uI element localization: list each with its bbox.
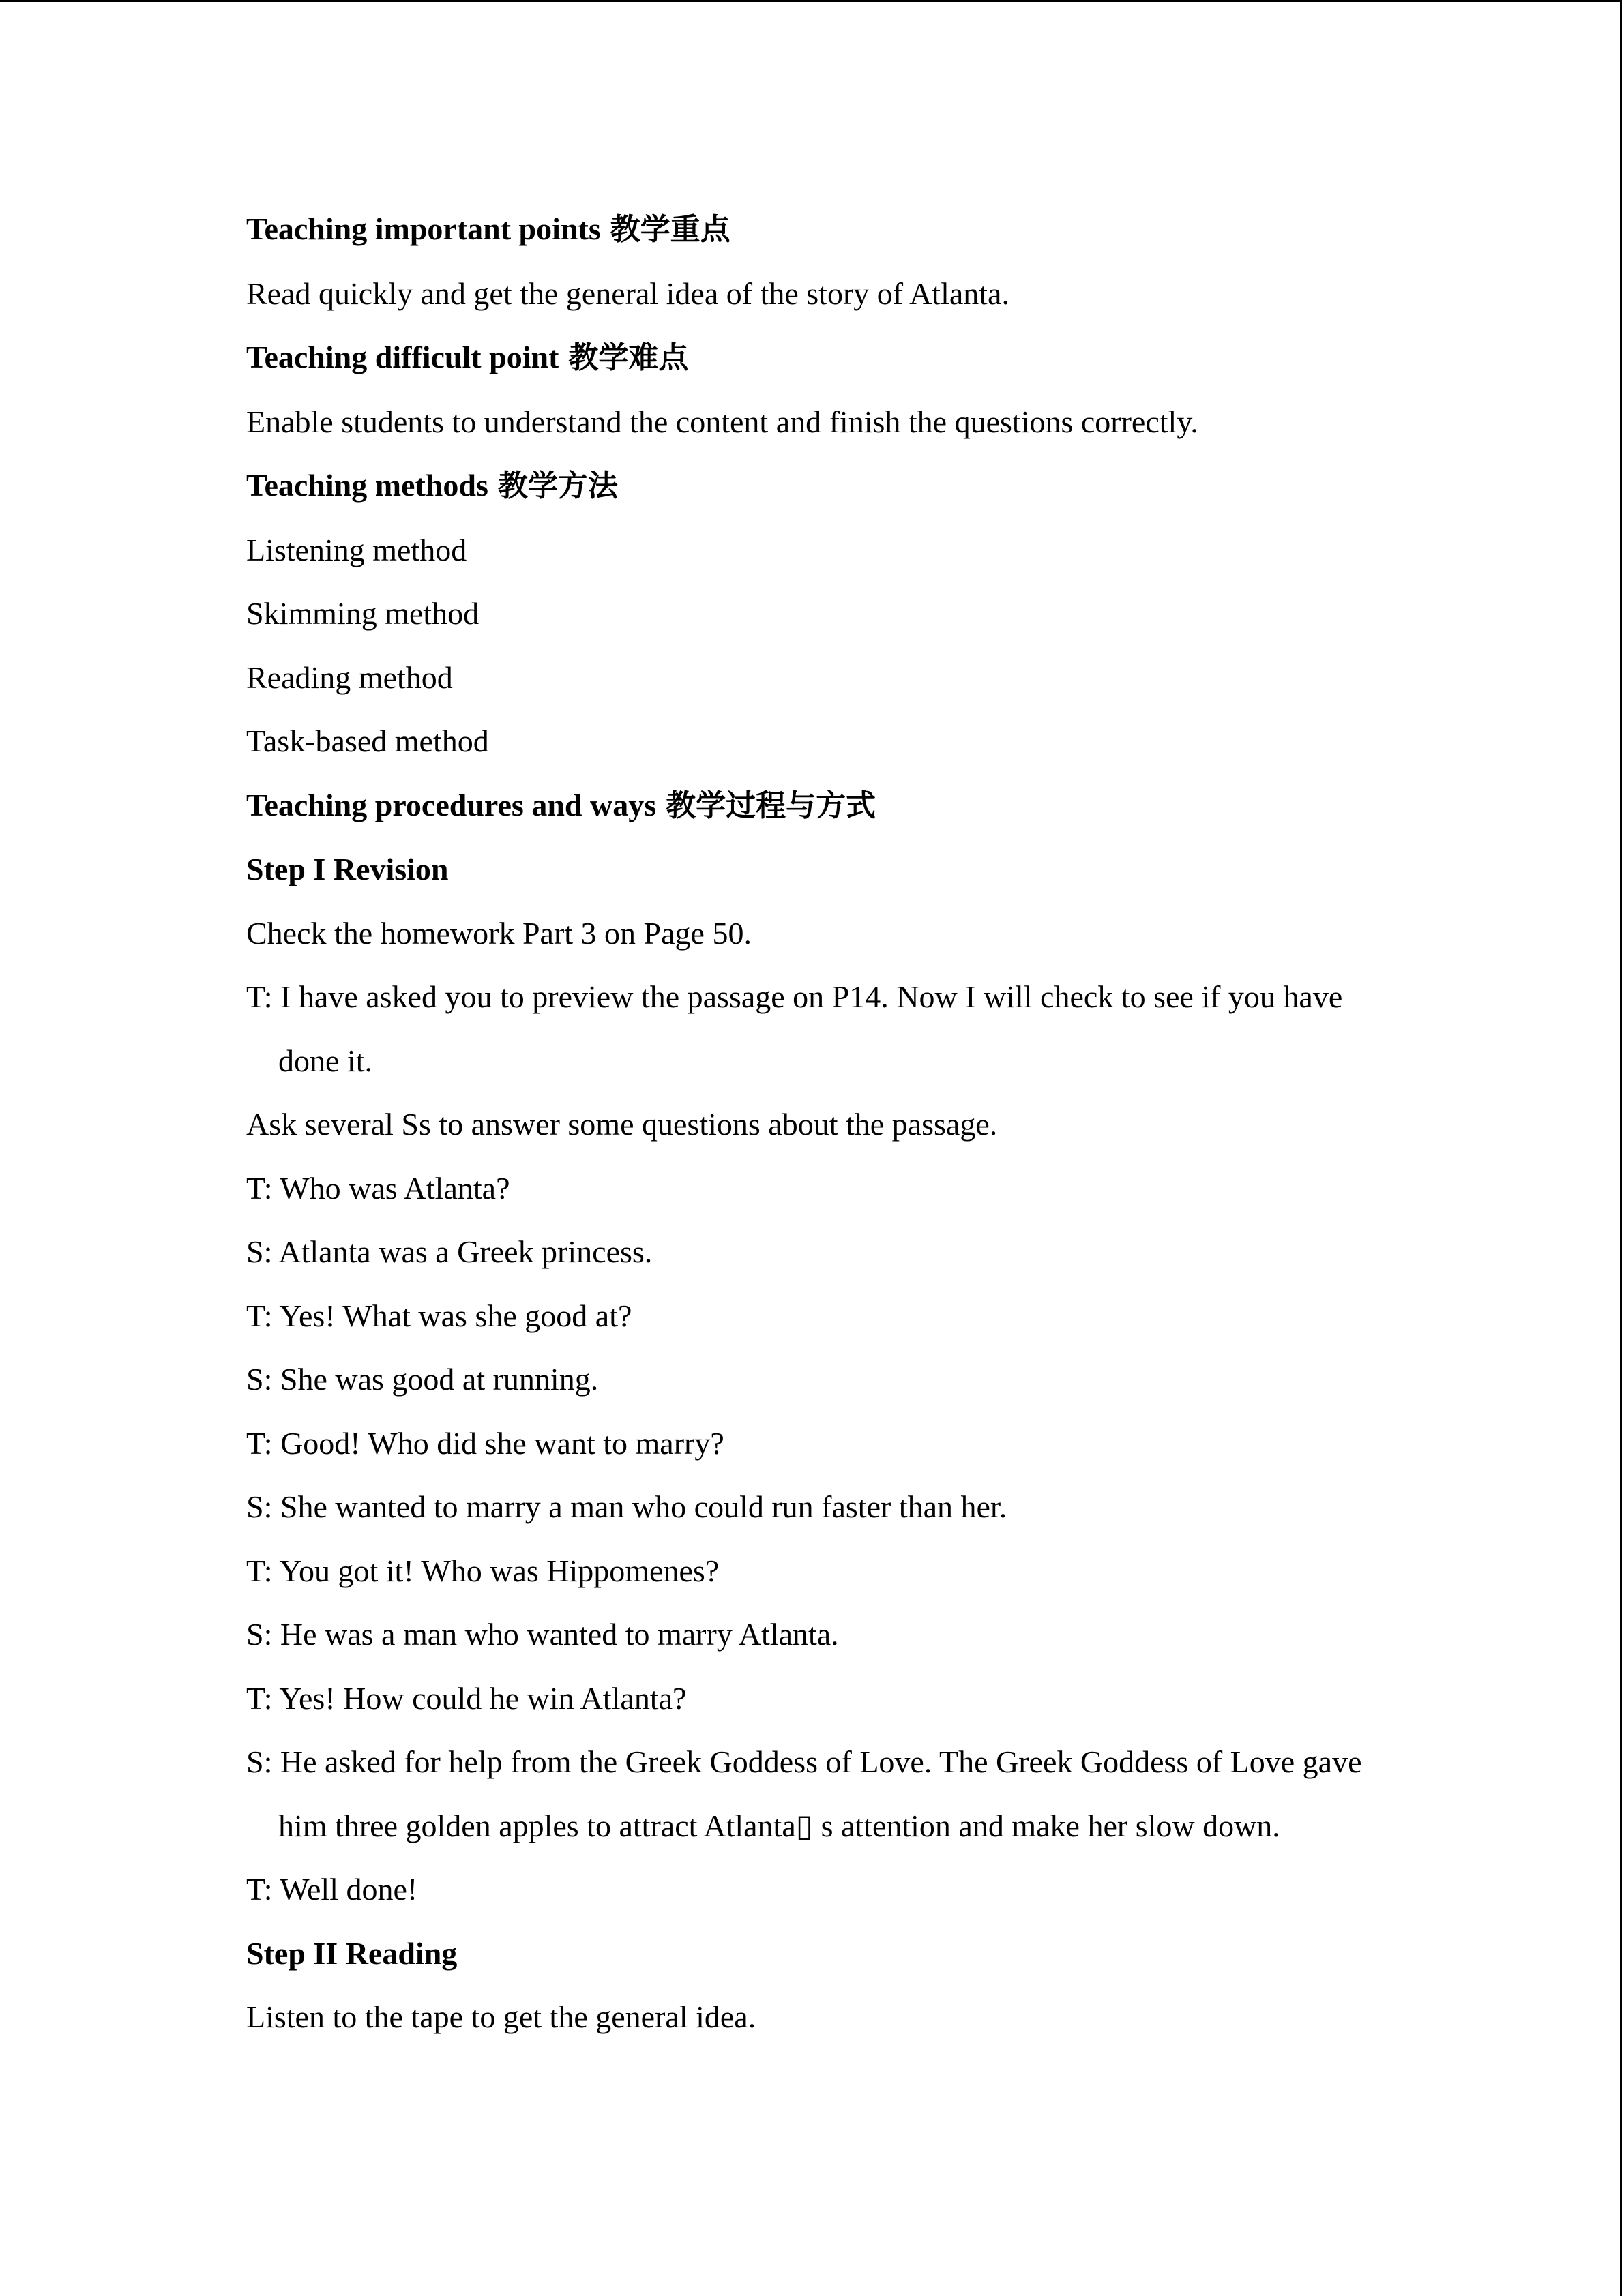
paragraph: Ask several Ss to answer some questions about the passage. <box>246 1107 998 1142</box>
heading-teaching-difficult-point <box>246 325 1378 390</box>
dialogue-line: S: He asked for help from the Greek Goddess of Love. The Greek Goddess of Love gave him three golden apples to attract Atlanta▯ s attention and make her slow down. <box>246 1744 1362 1843</box>
heading-chinese-text: 教学重点 <box>610 212 730 247</box>
heading-chinese-text: 教学过程与方式 <box>666 788 876 823</box>
heading-teaching-methods <box>246 453 1378 518</box>
dialogue-line: T: Well done! <box>246 1872 418 1907</box>
dialogue-line: T: Yes! How could he win Atlanta? <box>246 1680 687 1716</box>
dialogue-line: S: He was a man who wanted to marry Atlanta. <box>246 1617 839 1652</box>
method-item: Skimming method <box>246 596 479 631</box>
dialogue-line: T: Yes! What was she good at? <box>246 1298 632 1333</box>
method-item: Task-based method <box>246 724 489 758</box>
heading-text: Teaching difficult point <box>246 340 559 374</box>
paragraph: Listen to the tape to get the general idea. <box>246 1999 756 2034</box>
dialogue-line: T: I have asked you to preview the passage on P14. Now I will check to see if you have done it. <box>246 979 1343 1078</box>
paragraph: Check the homework Part 3 on Page 50. <box>246 915 752 951</box>
heading-step-revision: Step I Revision <box>246 852 449 886</box>
dialogue-line: S: She wanted to marry a man who could run faster than her. <box>246 1489 1007 1524</box>
heading-teaching-important-points <box>246 197 1378 262</box>
heading-chinese-text: 教学方法 <box>497 468 618 503</box>
dialogue-line: T: You got it! Who was Hippomenes? <box>246 1553 720 1588</box>
dialogue-line: T: Who was Atlanta? <box>246 1170 510 1206</box>
heading-text: Teaching procedures and ways <box>246 787 657 822</box>
heading-teaching-procedures <box>246 773 1378 838</box>
heading-text: Teaching important points <box>246 211 601 246</box>
dialogue-line: S: She was good at running. <box>246 1362 599 1397</box>
method-item: Listening method <box>246 532 467 567</box>
paragraph: Enable students to understand the content and finish the questions correctly. <box>246 404 1198 439</box>
heading-step-reading: Step II Reading <box>246 1935 458 1971</box>
heading-chinese-text: 教学难点 <box>568 340 689 375</box>
heading-text: Teaching methods <box>246 468 488 503</box>
dialogue-line: T: Good! Who did she want to marry? <box>246 1425 724 1461</box>
method-item: Reading method <box>246 659 453 695</box>
document-body <box>246 197 1378 2049</box>
dialogue-line: S: Atlanta was a Greek princess. <box>246 1234 653 1269</box>
paragraph: Read quickly and get the general idea of the story of Atlanta. <box>246 275 1009 311</box>
